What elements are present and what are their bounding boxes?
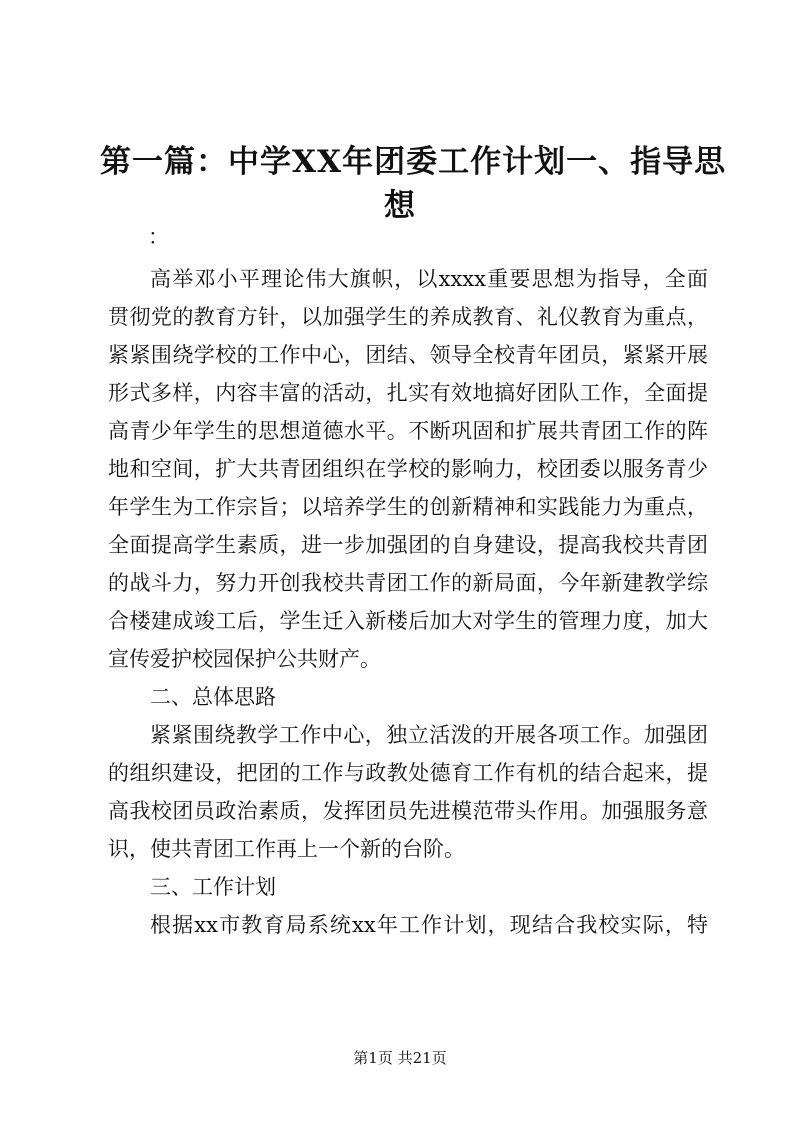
document-body [108,222,708,944]
body-line: 的战斗力，努力开创我校共青团工作的新局面，今年新建教学综 [108,571,708,595]
body-line: 年学生为工作宗旨；以培养学生的创新精神和实践能力为重点， [108,495,708,519]
body-line: 紧紧围绕学校的工作中心，团结、领导全校青年团员，紧紧开展 [108,343,708,367]
body-line: 高举邓小平理论伟大旗帜，以xxxx重要思想为指导，全面 [150,267,708,291]
page-footer: 第1页 共21页 [353,1049,447,1067]
body-line: 识，使共青团工作再上一个新的台阶。 [108,837,465,861]
body-line: 全面提高学生素质，进一步加强团的自身建设，提高我校共青团 [108,533,708,557]
body-line: 合楼建成竣工后，学生迁入新楼后加大对学生的管理力度，加大 [108,609,708,633]
document-title [100,140,727,228]
body-line: 贯彻党的教育方针，以加强学生的养成教育、礼仪教育为重点， [108,305,708,329]
body-line: ： [148,225,169,249]
body-line: 高我校团员政治素质，发挥团员先进模范带头作用。加强服务意 [108,799,708,823]
title-line-1: 第一篇：中学XX年团委工作计划一、指导思 [100,144,727,180]
title-line-2: 想 [384,188,416,224]
body-line: 高青少年学生的思想道德水平。不断巩固和扩展共青团工作的阵 [108,419,708,443]
body-line: 地和空间，扩大共青团组织在学校的影响力，校团委以服务青少 [108,457,708,481]
body-line: 形式多样，内容丰富的活动，扎实有效地搞好团队工作，全面提 [108,381,708,405]
body-line: 三、工作计划 [150,875,276,899]
body-line: 宣传爱护校园保护公共财产。 [108,647,381,671]
body-line: 根据xx市教育局系统xx年工作计划，现结合我校实际，特 [150,913,708,937]
body-line: 二、总体思路 [150,685,276,709]
body-line: 紧紧围绕教学工作中心，独立活泼的开展各项工作。加强团 [150,723,708,747]
body-line: 的组织建设，把团的工作与政教处德育工作有机的结合起来，提 [108,761,708,785]
